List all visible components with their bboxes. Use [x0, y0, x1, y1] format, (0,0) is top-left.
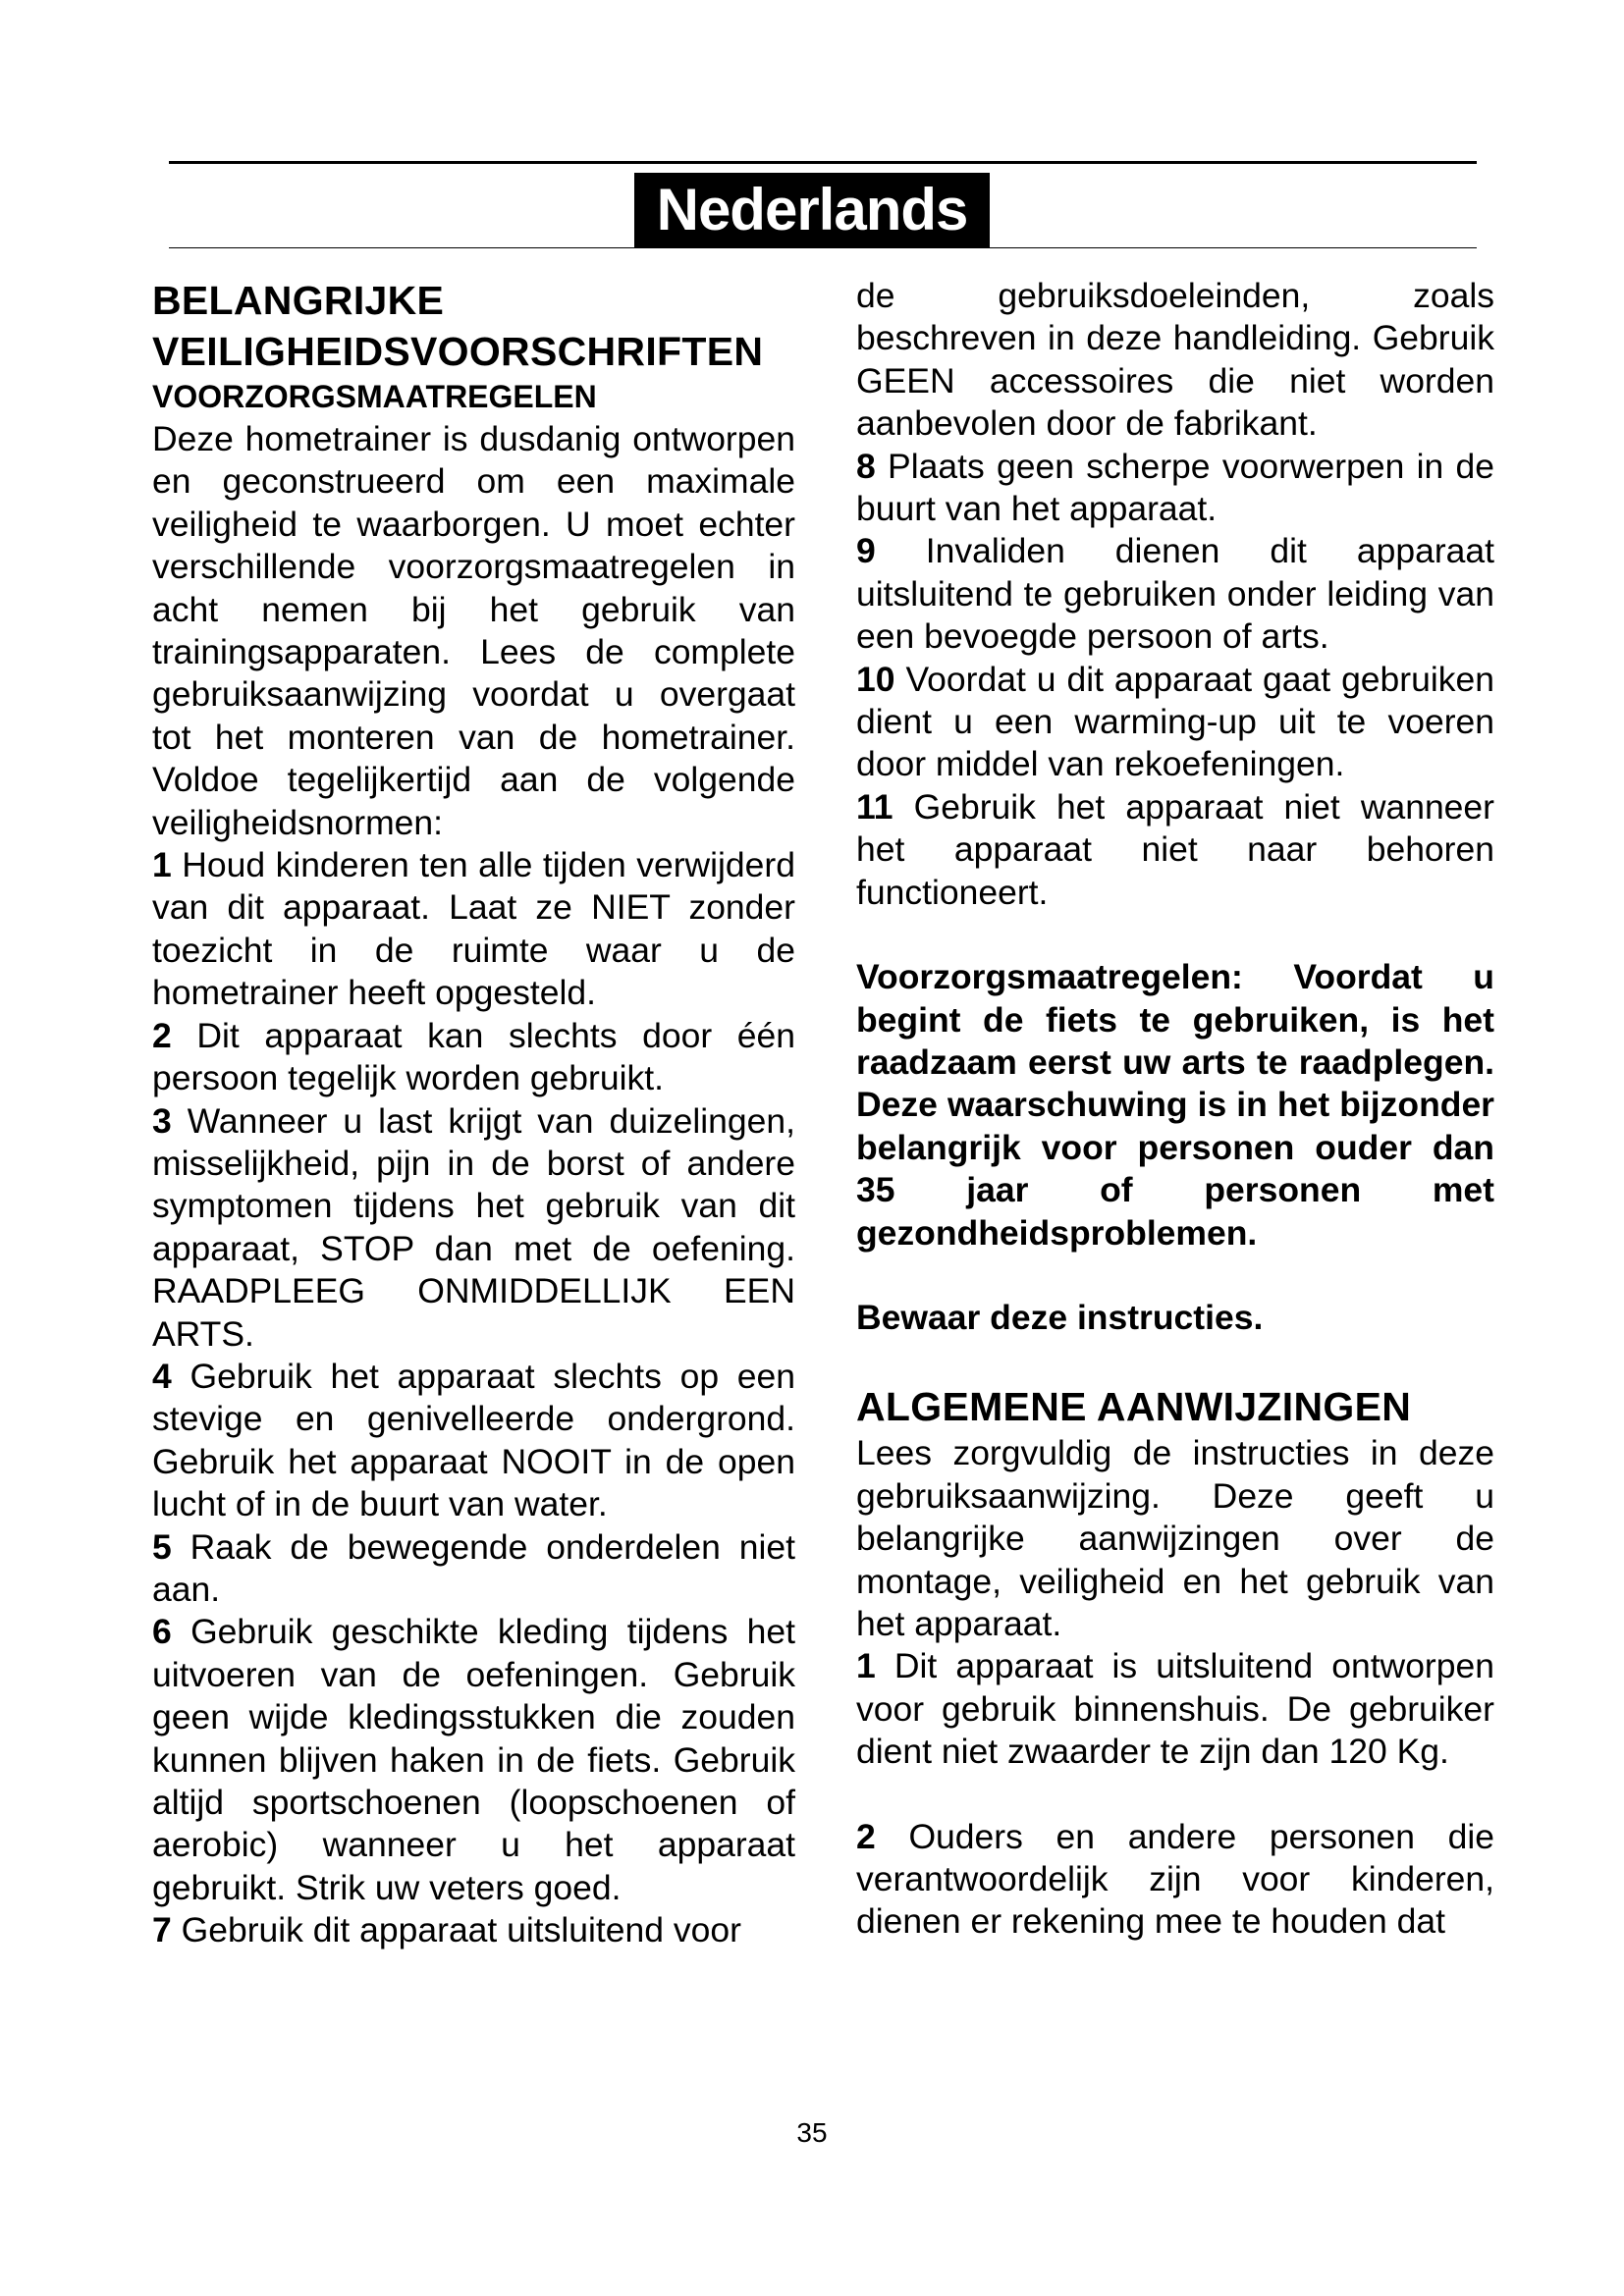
keep-instructions: Bewaar deze instructies.	[856, 1297, 1264, 1337]
item-text: Plaats geen scherpe voorwerpen in de buurt van het apparaat.	[856, 446, 1495, 529]
general-intro: Lees zorgvuldig de instructies in deze gebruiksaanwijzing. Deze geeft u belangrijke aanwijzingen over de montage, veiligheid en het gebruik van het apparaat.	[856, 1433, 1494, 1643]
item-text: Raak de bewegende onderdelen niet aan.	[152, 1526, 795, 1609]
continuation-paragraph: de gebruiksdoeleinden, zoals beschreven in deze handleiding. Gebruik GEEN accessoires die niet worden aanbevolen door de fabrikant.	[856, 276, 1494, 444]
safety-item	[152, 1015, 795, 1100]
header-rule-bottom	[169, 247, 1477, 248]
general-item	[856, 1645, 1494, 1773]
item-text: Dit apparaat kan slechts door één persoon tegelijk worden gebruikt.	[152, 1015, 795, 1098]
precautions-subheading: VOORZORGSMAATREGELEN	[152, 379, 597, 414]
item-number: 5	[152, 1526, 172, 1567]
spacer	[856, 1255, 1494, 1297]
general-heading: ALGEMENE AANWIJZINGEN	[856, 1384, 1412, 1430]
item-text: Gebruik het apparaat niet wanneer het apparaat niet naar behoren functioneert.	[856, 786, 1494, 912]
item-number: 6	[152, 1612, 172, 1652]
item-text: Houd kinderen ten alle tijden verwijderd van dit apparaat. Laat ze NIET zonder toezicht in de ruimte waar u de hometrainer heeft opgesteld.	[152, 845, 795, 1013]
safety-item	[152, 844, 795, 1015]
spacer	[856, 1339, 1494, 1381]
safety-item	[152, 1526, 795, 1612]
item-number: 1	[856, 1646, 876, 1686]
item-number: 8	[856, 446, 876, 486]
item-number: 3	[152, 1100, 172, 1141]
safety-item	[856, 659, 1494, 786]
item-text: Gebruik geschikte kleding tijdens het uitvoeren van de oefeningen. Gebruik geen wijde kledingsstukken die zouden kunnen blijven haken in de fiets. Gebruik altijd sportschoenen (loopschoenen of aerobic) wanneer u het apparaat gebruikt. Strik uw veters goed.	[152, 1612, 795, 1907]
item-text: Wanneer u last krijgt van duizelingen, misselijkheid, pijn in de borst of andere symptomen tijdens het gebruik van dit apparaat, STOP dan met de oefening. RAADPLEEG ONMIDDELLIJK EEN ARTS.	[152, 1100, 795, 1354]
safety-item	[152, 1356, 795, 1526]
item-text: Voordat u dit apparaat gaat gebruiken dient u een warming-up uit te voeren door middel van rekoefeningen.	[856, 659, 1494, 784]
item-text: Ouders en andere personen die verantwoordelijk zijn voor kinderen, dienen er rekening mee te houden dat	[856, 1816, 1494, 1942]
safety-item	[152, 1611, 795, 1909]
safety-item	[152, 1100, 795, 1356]
safety-item	[152, 1909, 795, 1951]
item-number: 4	[152, 1356, 172, 1396]
warning-paragraph: Voorzorgsmaatregelen: Voordat u begint de fiets te gebruiken, is het raadzaam eerst uw arts te raadplegen. Deze waarschuwing is in het bijzonder belangrijk voor personen ouder dan 35 jaar of personen met gezondheidsproblemen.	[856, 957, 1494, 1253]
page-number: 35	[796, 2117, 828, 2148]
item-number: 1	[152, 845, 172, 885]
item-number: 10	[856, 659, 895, 699]
header-rule-top	[169, 161, 1477, 164]
item-number: 7	[152, 1910, 172, 1950]
item-number: 2	[856, 1816, 876, 1856]
general-item	[856, 1816, 1494, 1944]
item-number: 11	[856, 786, 893, 827]
safety-heading: BELANGRIJKE VEILIGHEIDSVOORSCHRIFTEN	[152, 278, 764, 374]
right-column	[856, 275, 1494, 1944]
safety-item	[856, 786, 1494, 914]
intro-paragraph: Deze hometrainer is dusdanig ontworpen en geconstrueerd om een maximale veiligheid te waarborgen. U moet echter verschillende voorzorgsmaatregelen in acht nemen bij het gebruik van trainingsapparaten. Lees de complete gebruiksaanwijzing voordat u overgaat tot het monteren van de hometrainer. Voldoe tegelijkertijd aan de volgende veiligheidsnormen:	[152, 419, 795, 842]
left-column	[152, 275, 795, 1952]
safety-item	[856, 446, 1494, 531]
item-number: 9	[856, 531, 876, 571]
spacer	[856, 1774, 1494, 1816]
spacer	[856, 914, 1494, 956]
safety-item	[856, 530, 1494, 658]
item-text: Gebruik het apparaat slechts op een stevige en genivelleerde ondergrond. Gebruik het apparaat NOOIT in de open lucht of in de buurt van water.	[152, 1356, 795, 1524]
item-number: 2	[152, 1015, 172, 1055]
item-text: Invaliden dienen dit apparaat uitsluitend te gebruiken onder leiding van een bevoegde persoon of arts.	[856, 531, 1494, 657]
item-text: Dit apparaat is uitsluitend ontworpen voor gebruik binnenshuis. De gebruiker dient niet zwaarder te zijn dan 120 Kg.	[856, 1646, 1494, 1772]
language-title: Nederlands	[634, 173, 990, 247]
item-text: Gebruik dit apparaat uitsluitend voor	[181, 1910, 741, 1950]
